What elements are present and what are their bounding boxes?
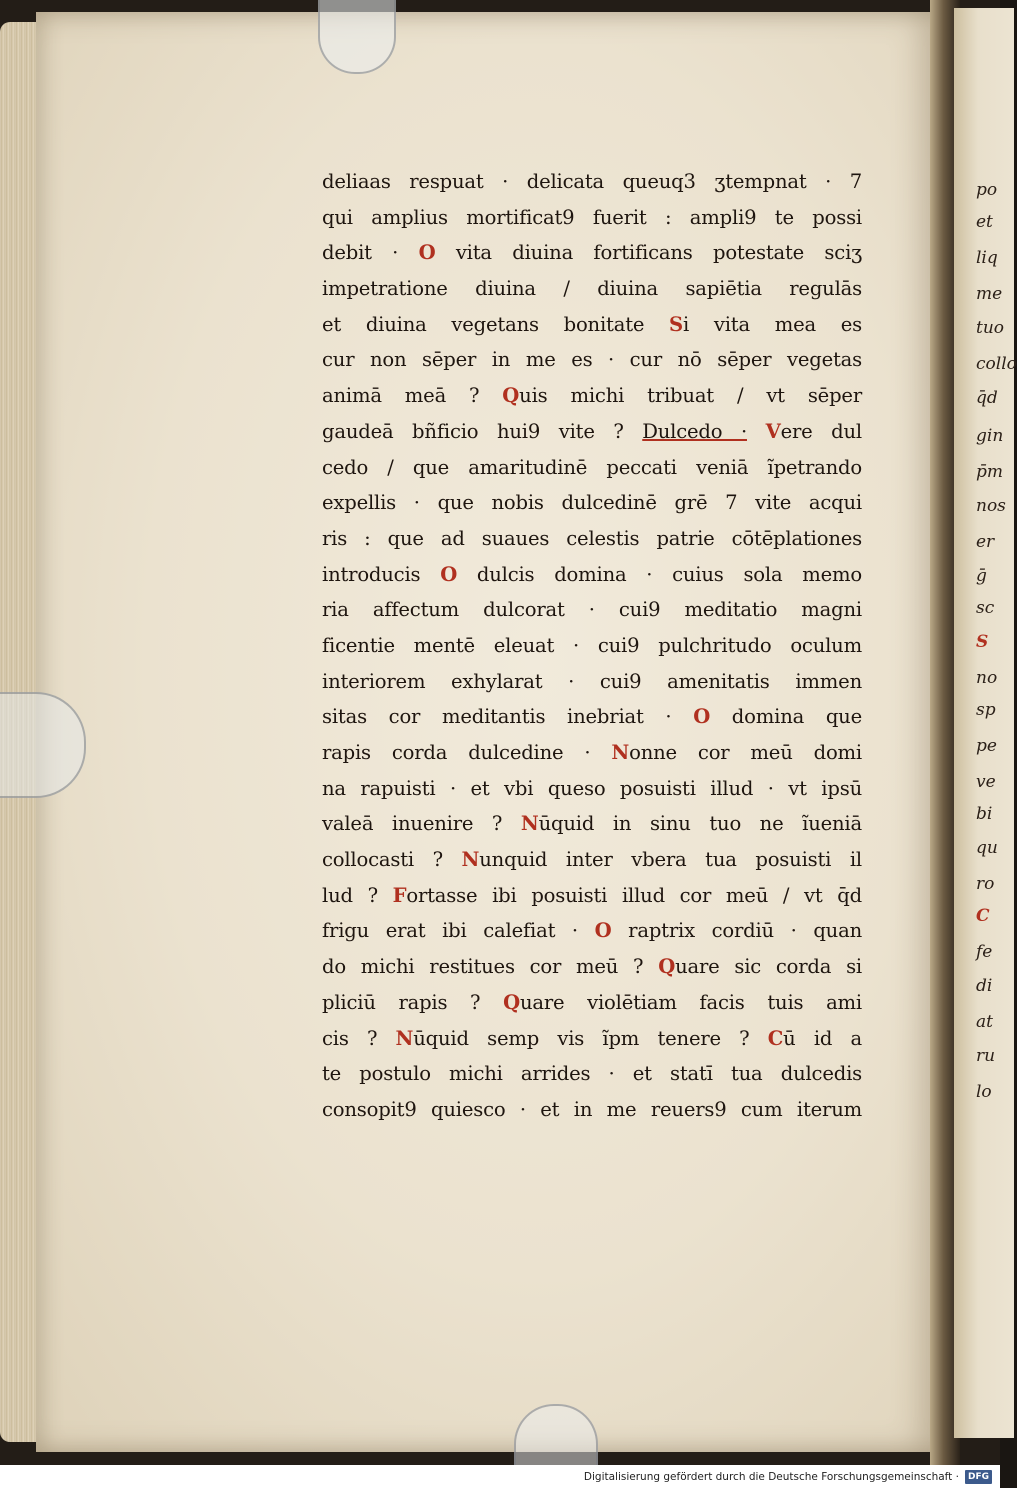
adjacent-text-fragment: et (976, 212, 993, 232)
adjacent-text-fragment: ve (976, 772, 996, 792)
text-segment: gaudeā bñficio hui9 vite ? (322, 419, 643, 443)
rubricated-initial: N (461, 848, 480, 872)
text-segment: raptrix cordiū · quan (611, 919, 862, 943)
text-segment: ortasse ibi posuisti illud cor meū / vt q̄d (406, 883, 862, 907)
text-segment (747, 420, 766, 443)
rubricated-initial: Q (503, 990, 520, 1014)
adjacent-text-fragment: ḡ (976, 566, 987, 586)
adjacent-text-fragment: p̄m (976, 462, 1004, 482)
text-segment: sitas cor meditantis inebriat · (322, 705, 694, 729)
text-line (322, 307, 862, 343)
text-segment: pliciū rapis ? (322, 990, 504, 1014)
text-line (322, 378, 862, 414)
page-text-block (322, 164, 862, 1128)
text-segment: deliaas respuat · delicata queuq3 ʒtempnat · 7 (322, 170, 862, 193)
rubricated-initial: N (611, 741, 630, 764)
text-line (322, 699, 862, 735)
text-segment: ria affectum dulcorat · cui9 meditatio magni (322, 598, 862, 622)
text-segment: cedo / que amaritudinē peccati veniā ĩpetrando (322, 455, 862, 479)
text-line (322, 342, 862, 378)
rubricated-initial: O (594, 919, 612, 943)
text-segment: uare sic corda si (675, 955, 862, 979)
adjacent-text-fragment: q̄d (976, 388, 998, 408)
adjacent-text-fragment: gin (976, 426, 1004, 446)
text-segment: interiorem exhylarat · cui9 amenitatis immen (322, 669, 862, 693)
adjacent-text-fragment: S (976, 632, 989, 652)
text-segment: cis ? (322, 1026, 396, 1050)
adjacent-text-fragment: qu (976, 838, 998, 858)
rubricated-initial: O (693, 705, 711, 729)
text-line (322, 592, 862, 628)
text-line (322, 557, 862, 593)
text-segment: ere dul (780, 419, 862, 443)
text-segment: rapis corda dulcedine · (322, 741, 612, 764)
text-line (322, 913, 862, 949)
text-line (322, 271, 862, 307)
rubricated-initial: S (669, 312, 683, 336)
text-segment: introducis (322, 562, 441, 586)
adjacent-text-fragment: collo (976, 354, 1017, 374)
rubricated-initial: F (392, 883, 407, 907)
text-segment: ris : que ad suaues celestis patrie cōtēplationes (322, 526, 862, 550)
text-segment: lud ? (322, 883, 393, 907)
adjacent-text-fragment: nos (976, 496, 1006, 516)
adjacent-text-fragment: me (976, 284, 1003, 304)
adjacent-page-edge (954, 8, 1017, 1438)
text-line (322, 842, 862, 878)
text-segment: expellis · que nobis dulcedinē grē 7 vite acqui (322, 491, 862, 515)
text-segment: do michi restitues cor meū ? (322, 955, 659, 979)
text-line (322, 1021, 862, 1057)
text-segment: na rapuisti · et vbi queso posuisti illud · vt ipsū (322, 776, 862, 800)
text-segment: cur non sēper in me es · cur nō sēper vegetas (322, 348, 862, 372)
adjacent-text-fragment: liq (976, 248, 998, 268)
funding-credit: Digitalisierung gefördert durch die Deutsche Forschungsgemeinschaft · (583, 1470, 959, 1483)
adjacent-text-fragment: pe (976, 736, 997, 756)
text-line (322, 806, 862, 842)
text-line (322, 878, 862, 914)
text-segment: dulcis domina · cuius sola memo (457, 562, 862, 586)
text-line (322, 450, 862, 486)
text-line (322, 414, 862, 450)
adjacent-text-fragment: C (976, 906, 990, 926)
text-segment: ū id a (783, 1026, 862, 1050)
adjacent-text-fragment: tuo (976, 318, 1005, 338)
text-segment: animā meā ? (322, 384, 503, 408)
text-segment: i vita mea es (683, 312, 862, 336)
text-segment: uis michi tribuat / vt sēper (519, 384, 862, 408)
text-line (322, 949, 862, 985)
adjacent-text-fragment: po (976, 180, 998, 200)
text-line (322, 521, 862, 557)
adjacent-text-fragment: no (976, 668, 998, 688)
adjacent-text-fragment: lo (976, 1082, 992, 1102)
text-line (322, 735, 862, 771)
text-segment: et diuina vegetans bonitate (322, 312, 670, 336)
text-segment: ūquid semp vis ĩpm tenere ? (413, 1026, 768, 1050)
underlined-heading: Dulcedo · (642, 419, 747, 443)
text-segment: onne cor meū domi (629, 741, 862, 764)
text-line (322, 200, 862, 236)
text-line (322, 985, 862, 1021)
rubricated-initial: O (440, 562, 458, 586)
text-line (322, 235, 862, 271)
adjacent-text-fragment: fe (976, 942, 993, 962)
page-clip-top (318, 0, 396, 74)
footer-bar (0, 1465, 1000, 1488)
text-segment: domina que (710, 705, 862, 729)
rubricated-initial: O (418, 241, 436, 265)
text-segment: impetratione diuina / diuina sapiētia regulās (322, 277, 862, 301)
dfg-logo: DFG (965, 1470, 992, 1484)
text-line (322, 485, 862, 521)
text-segment: collocasti ? (322, 848, 462, 872)
text-line (322, 771, 862, 807)
adjacent-text-fragment: sc (976, 598, 995, 618)
text-line (322, 664, 862, 700)
text-line (322, 164, 862, 200)
text-segment: ūquid in sinu tuo ne ĩueniā (538, 812, 862, 836)
adjacent-text-fragment: di (976, 976, 993, 996)
rubricated-initial: Q (502, 384, 520, 408)
adjacent-text-fragment: bi (976, 804, 993, 824)
text-segment: consopit9 quiesco · et in me reuers9 cum iterum (322, 1097, 862, 1121)
text-segment: ficentie mentē eleuat · cui9 pulchritudo oculum (322, 633, 862, 657)
adjacent-text-fragment: sp (976, 700, 996, 720)
rubricated-initial: N (520, 812, 539, 836)
text-line (322, 628, 862, 664)
text-segment: vita diuina fortificans potestate sciʒ (435, 241, 862, 265)
text-segment: frigu erat ibi calefiat · (322, 919, 595, 943)
adjacent-text-fragment: er (976, 532, 995, 552)
rubricated-initial: V (765, 419, 781, 443)
rubricated-initial: N (395, 1026, 414, 1050)
text-segment: uare violētiam facis tuis ami (519, 990, 863, 1014)
rubricated-initial: C (767, 1026, 784, 1050)
text-line (322, 1092, 862, 1128)
text-segment: qui amplius mortificat9 fuerit : ampli9 te possi (322, 205, 862, 229)
adjacent-text-fragment: at (976, 1012, 993, 1032)
text-segment: unquid inter vbera tua posuisti il (479, 848, 862, 872)
text-segment: te postulo michi arrides · et statī tua dulcedis (322, 1062, 862, 1086)
text-line (322, 1056, 862, 1092)
adjacent-text-fragment: ro (976, 874, 995, 894)
rubricated-initial: Q (658, 955, 676, 979)
text-segment: valeā inuenire ? (322, 812, 521, 836)
text-segment: debit · (322, 241, 419, 265)
adjacent-text-fragment: ru (976, 1046, 996, 1066)
